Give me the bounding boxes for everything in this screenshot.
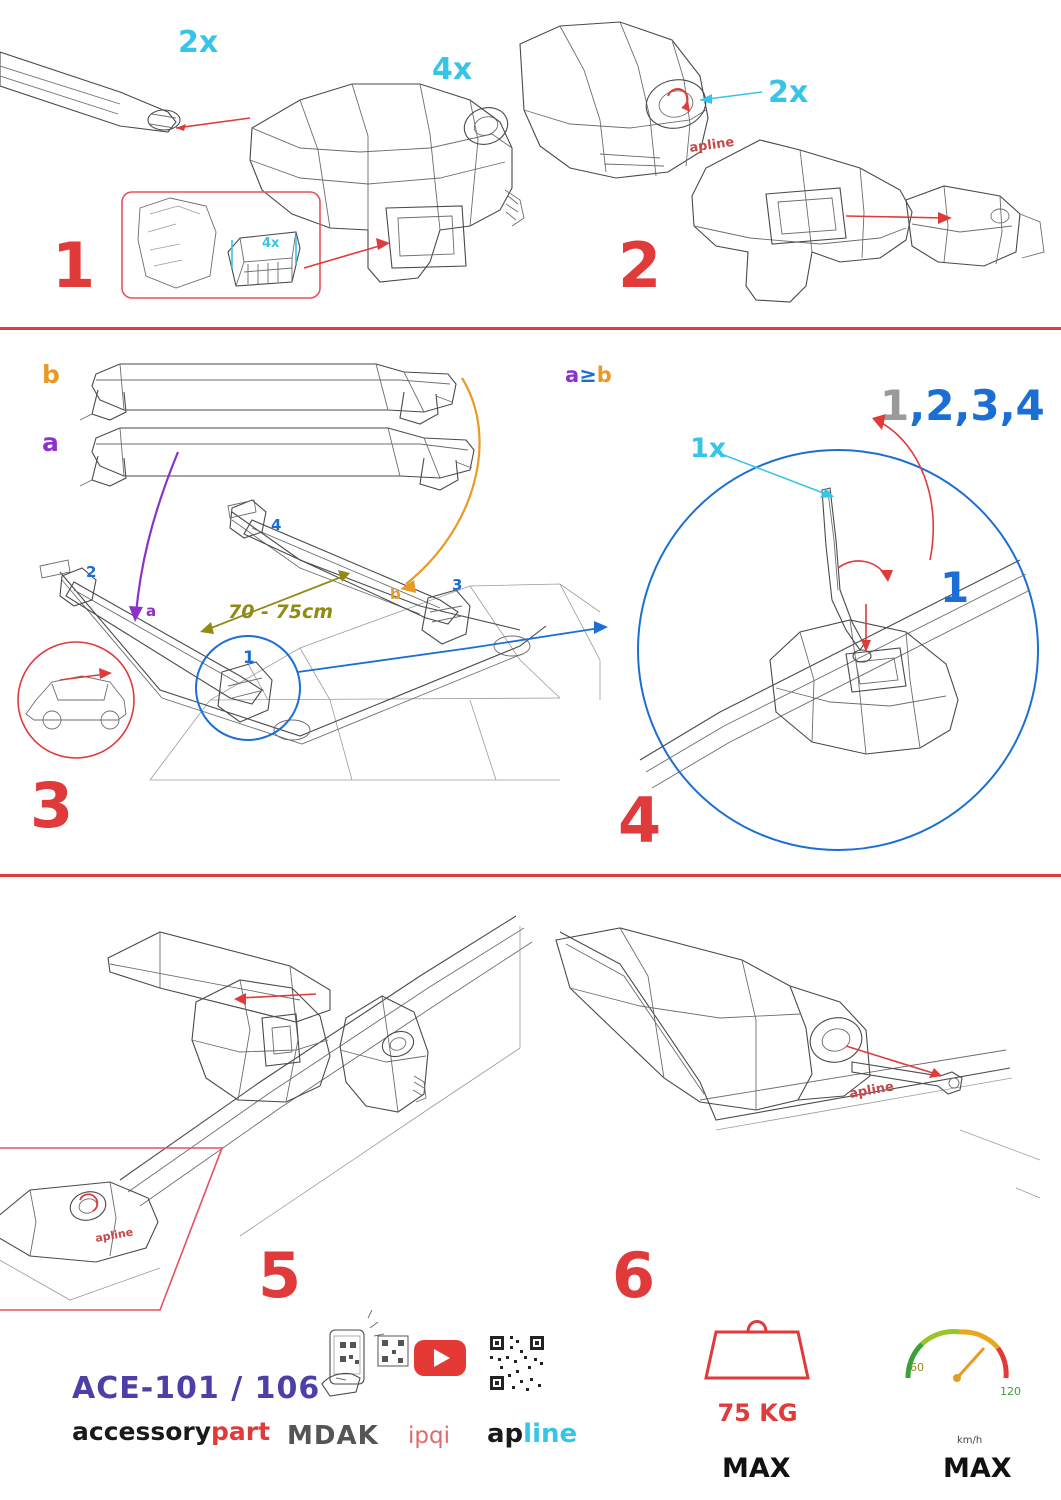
bar-a-label: a [42,428,59,457]
step-number-3: 3 [30,769,73,842]
qty-screw-2x-label: 2x [768,75,809,110]
max-load-caption: MAX [722,1453,791,1484]
position-3-label: 3 [452,576,463,594]
qty-key-1x-label: 1x [690,433,727,464]
partner-ipqi-label: ipqi [408,1423,450,1449]
brand-accent: part [211,1417,271,1446]
condition-b: b [596,363,612,387]
speed-max-tick: 120 [1000,1385,1021,1398]
max-speed-caption: MAX [943,1453,1012,1484]
section-divider-1 [0,327,1061,330]
section-divider-2 [0,874,1061,877]
svg-text:apline: apline [848,1079,896,1102]
svg-text:apline: apline [94,1225,135,1245]
step3-artwork [18,360,608,780]
qty-bar-2x-label: 2x [178,25,219,60]
position-2-label: 2 [86,563,97,581]
brand-logo [72,1417,270,1446]
step-number-2: 2 [618,229,661,302]
distance-label: 70 - 75cm [228,601,334,623]
first-position-label: 1 [940,563,970,612]
step-number-6: 6 [612,1239,655,1312]
speed-min-tick: 60 [910,1361,924,1374]
model-code: ACE-101 / 106 [72,1371,321,1406]
step-number-4: 4 [618,784,661,857]
order-sequence-label [880,381,1045,430]
footer [0,1355,1061,1500]
condition-a-ge-b-label [565,365,612,386]
leader-b-label: b [390,585,401,603]
qty-foot-4x-label: 4x [432,52,473,87]
brand-prefix: accessory [72,1417,212,1446]
qty-pad-4x-label: 4x [262,236,280,251]
speed-unit: km/h [957,1435,983,1446]
order-first: 1 [880,381,910,430]
svg-text:apline: apline [688,134,736,156]
order-rest: ,2,3,4 [909,381,1045,430]
apline-prefix: ap [487,1419,524,1449]
step2-artwork [520,22,1044,302]
condition-a: a [565,363,580,387]
leader-a-label: a [146,602,157,620]
step-number-5: 5 [258,1239,301,1312]
bar-b-label: b [42,360,60,389]
step4-artwork [638,414,1038,850]
position-4-label: 4 [271,516,282,534]
max-load-value: 75 KG [717,1399,798,1427]
step-number-1: 1 [52,229,95,302]
partner-apline-label [487,1419,577,1449]
position-1-label: 1 [243,648,255,668]
apline-accent: line [523,1419,578,1449]
condition-operator: ≥ [579,363,597,387]
partner-mdak-label: MDAK [287,1421,379,1451]
step6-artwork [556,928,1040,1198]
max-load-icon [690,1355,825,1450]
